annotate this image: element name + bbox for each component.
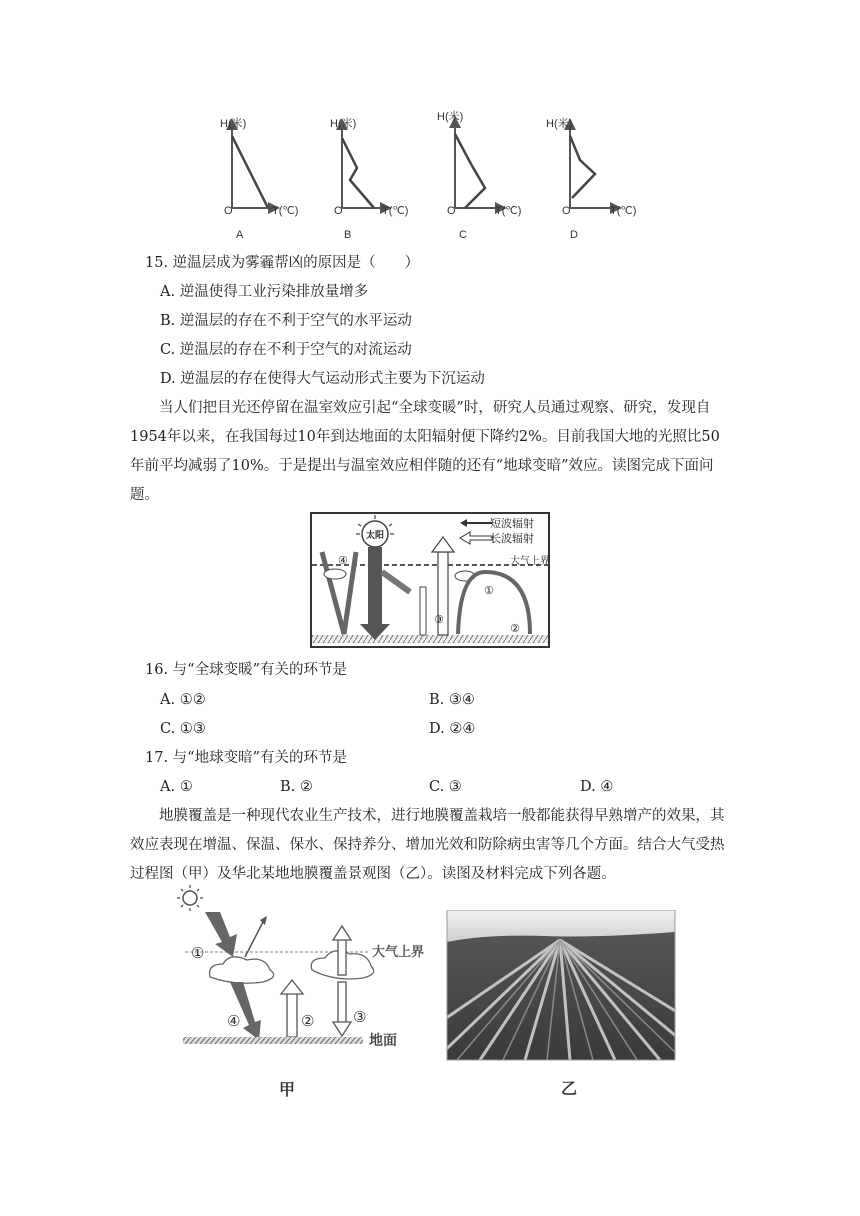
fig2-marker-1: ① bbox=[191, 944, 205, 962]
graph-c-h-label: H(米) bbox=[437, 111, 464, 123]
cloud-icon bbox=[210, 957, 274, 983]
q16-option-b[interactable]: B. ③④ bbox=[429, 692, 475, 708]
fig2-marker-2: ② bbox=[301, 1012, 315, 1030]
sun-label: 太阳 bbox=[366, 531, 385, 541]
q17-option-a[interactable]: A. ① bbox=[160, 779, 193, 795]
legend-long: 长波辐射 bbox=[490, 532, 534, 545]
ground-hatch bbox=[312, 635, 548, 643]
q16-option-d[interactable]: D. ②④ bbox=[429, 721, 476, 737]
caption-jia: 甲 bbox=[279, 1080, 296, 1099]
passage-global-dimming: 当人们把目光还停留在温室效应引起“全球变暖”时，研究人员通过观察、研究，发现自1954年以来，在我国每过10年到达地面的太阳辐射便下降约2%。目前我国大地的光照比50年前平均减弱了10%。于是提出与温室效应相伴随的还有“地球变暗”效应。读图完成下面问题。 bbox=[130, 400, 720, 503]
graph-a-letter: A bbox=[236, 229, 244, 241]
graph-d-t-label: T(℃) bbox=[610, 205, 637, 217]
q17-stem: 17. 与“地球变暗”有关的环节是 bbox=[145, 750, 347, 766]
graph-d-origin: O bbox=[562, 205, 571, 217]
mulch-field-photo bbox=[445, 910, 677, 1100]
fig2-marker-3: ③ bbox=[353, 1008, 367, 1026]
fig2-atmos-top: 大气上界 bbox=[372, 945, 425, 960]
fig1-atmos-top: 大气上界 bbox=[510, 556, 550, 567]
ground-absorb-arrow bbox=[230, 982, 261, 1040]
radiation-diagram bbox=[310, 512, 550, 648]
graph-b-letter: B bbox=[344, 229, 352, 241]
legend-short: 短波辐射 bbox=[490, 517, 534, 530]
graph-a-t-label: T(℃) bbox=[272, 205, 299, 217]
cloud-icon bbox=[324, 569, 346, 579]
graph-a-origin: O bbox=[224, 205, 233, 217]
ground-radiation-arrow bbox=[287, 992, 297, 1037]
marker-4: ④ bbox=[338, 554, 348, 567]
graph-c-letter: C bbox=[459, 229, 467, 241]
q16-stem: 16. 与“全球变暖”有关的环节是 bbox=[145, 662, 347, 678]
q15-stem: 15. 逆温层成为雾霾帮凶的原因是（ ） bbox=[145, 255, 420, 271]
passage-mulch: 地膜覆盖是一种现代农业生产技术，进行地膜覆盖栽培一般都能获得早熟增产的效果，其效应表现在增温、保温、保水、保持养分、增加光效和防除病虫害等几个方面。结合大气受热过程图（甲）及华北某地地膜覆盖景观图（乙）。读图及材料完成下列各题。 bbox=[130, 808, 725, 882]
q17-option-d[interactable]: D. ④ bbox=[580, 779, 614, 795]
marker-2: ② bbox=[510, 622, 520, 635]
marker-1: ① bbox=[484, 584, 494, 597]
q16-option-a[interactable]: A. ①② bbox=[160, 692, 206, 708]
ground-hatch bbox=[183, 1037, 363, 1044]
graph-c-t-label: T(℃) bbox=[495, 205, 522, 217]
sun-icon bbox=[177, 885, 203, 911]
graph-a-h-label: H(米) bbox=[220, 118, 247, 130]
solar-radiation-arrow bbox=[205, 912, 237, 957]
graph-d-letter: D bbox=[570, 229, 578, 241]
graph-b-origin: O bbox=[334, 205, 343, 217]
fig2-ground-label: 地面 bbox=[369, 1033, 397, 1049]
q15-option-c[interactable]: C. 逆温层的存在不利于空气的对流运动 bbox=[160, 342, 412, 358]
caption-yi: 乙 bbox=[561, 1079, 578, 1098]
counter-radiation-arrow bbox=[338, 982, 346, 1024]
q17-option-c[interactable]: C. ③ bbox=[429, 779, 462, 795]
marker-3: ③ bbox=[434, 613, 444, 626]
graph-b-h-label: H(米) bbox=[330, 118, 357, 130]
fig2-marker-4: ④ bbox=[227, 1012, 241, 1030]
q15-option-d[interactable]: D. 逆温层的存在使得大气运动形式主要为下沉运动 bbox=[160, 371, 485, 387]
graph-c-origin: O bbox=[447, 205, 456, 217]
graph-a bbox=[220, 116, 298, 241]
graph-d-h-label: H(米) bbox=[546, 118, 573, 130]
graph-d bbox=[546, 116, 636, 241]
heating-process-diagram bbox=[175, 882, 425, 1102]
q15-option-a[interactable]: A. 逆温使得工业污染排放量增多 bbox=[160, 284, 369, 300]
graph-b-t-label: T(℃) bbox=[382, 205, 409, 217]
graph-b bbox=[330, 116, 408, 241]
q16-option-c[interactable]: C. ①③ bbox=[160, 721, 206, 737]
ht-graphs bbox=[210, 108, 660, 243]
q17-option-b[interactable]: B. ② bbox=[280, 779, 313, 795]
q15-option-b[interactable]: B. 逆温层的存在不利于空气的水平运动 bbox=[160, 313, 412, 329]
graph-c bbox=[437, 109, 521, 241]
